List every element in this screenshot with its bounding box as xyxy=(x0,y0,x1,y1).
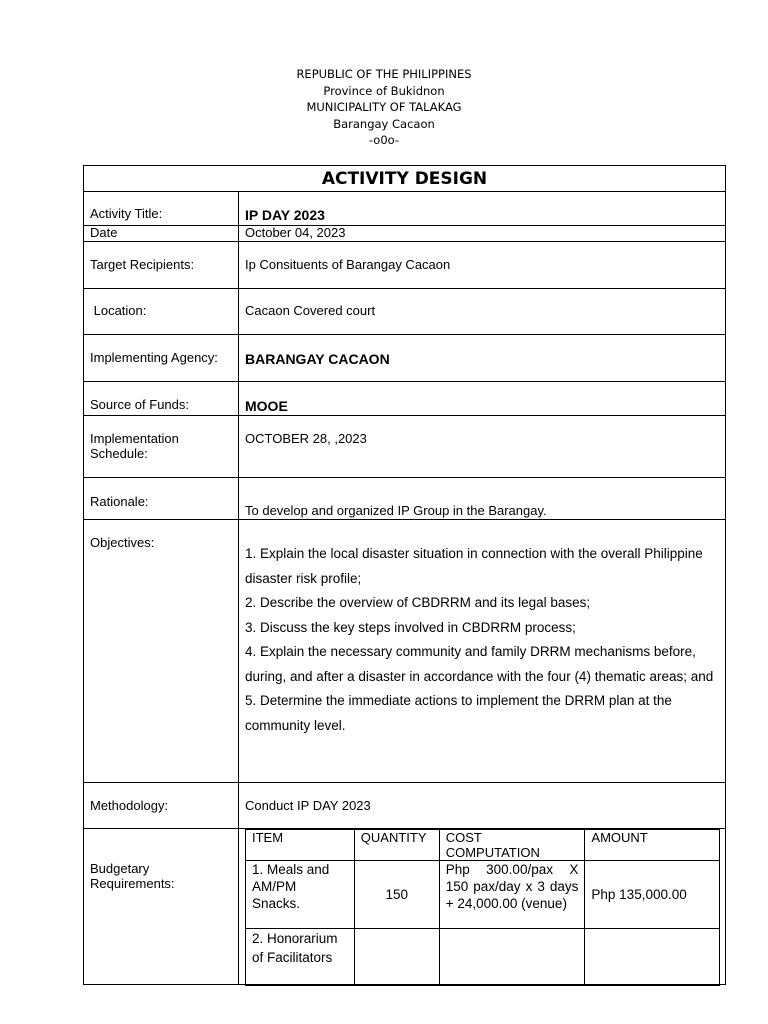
budgetary-label-line1: Budgetary xyxy=(90,861,150,876)
budget-header-cost: COST COMPUTATION xyxy=(439,830,585,861)
date-value: October 04, 2023 xyxy=(245,225,346,240)
implementation-schedule-label xyxy=(90,431,179,461)
implementation-schedule-label-line2: Schedule: xyxy=(90,446,148,461)
header-barangay: Barangay Cacaon xyxy=(333,116,435,131)
header-province: Province of Bukidnon xyxy=(323,83,445,98)
row-divider xyxy=(84,782,725,783)
location-label: Location: xyxy=(90,303,147,318)
budget-table xyxy=(245,829,720,986)
location-value: Cacaon Covered court xyxy=(245,303,376,318)
rationale-label: Rationale: xyxy=(90,494,149,509)
row-divider xyxy=(84,519,725,520)
document-header xyxy=(0,66,768,149)
activity-title-label: Activity Title: xyxy=(90,206,163,221)
implementing-agency-value: BARANGAY CACAON xyxy=(245,351,390,367)
budget-cost-meals: Php 300.00/pax X 150 pax/day x 3 days + 24,000.00 (venue) xyxy=(439,861,585,929)
methodology-value: Conduct IP DAY 2023 xyxy=(245,798,371,813)
objective-item: 3. Discuss the key steps involved in CBDRRM process; xyxy=(245,619,576,635)
header-republic: REPUBLIC OF THE PHILIPPINES xyxy=(296,67,472,81)
date-label: Date xyxy=(90,225,118,240)
objective-item: 5. Determine the immediate actions to implement the DRRM plan at the community level. xyxy=(245,693,672,733)
source-of-funds-label: Source of Funds: xyxy=(90,397,189,412)
row-divider xyxy=(84,225,725,226)
header-municipality: MUNICIPALITY OF TALAKAG xyxy=(306,100,462,114)
objectives-list xyxy=(245,542,720,738)
budget-cost-honorarium xyxy=(439,929,585,986)
target-recipients-label: Target Recipients: xyxy=(90,257,195,272)
methodology-label: Methodology: xyxy=(90,798,169,813)
activity-title-value: IP DAY 2023 xyxy=(245,207,325,223)
budget-header-row xyxy=(246,830,720,861)
budget-amount-honorarium xyxy=(585,929,720,986)
header-separator: -o0o- xyxy=(368,133,400,147)
row-divider xyxy=(84,334,725,335)
row-divider xyxy=(84,288,725,289)
objective-item: 2. Describe the overview of CBDRRM and its legal bases; xyxy=(245,595,591,610)
row-divider xyxy=(84,415,725,416)
budget-header-amount: AMOUNT xyxy=(585,830,720,861)
budget-header-quantity: QUANTITY xyxy=(354,830,439,861)
source-of-funds-value: MOOE xyxy=(245,398,288,414)
implementing-agency-label: Implementing Agency: xyxy=(90,350,218,365)
target-recipients-value: Ip Consituents of Barangay Cacaon xyxy=(245,257,451,272)
row-divider xyxy=(84,241,725,242)
budget-quantity-meals: 150 xyxy=(354,861,439,929)
activity-design-table xyxy=(83,165,726,985)
budget-quantity-honorarium xyxy=(354,929,439,986)
budget-row xyxy=(246,861,720,929)
budget-item-meals: 1. Meals and AM/PM Snacks. xyxy=(246,861,355,929)
budget-item-honorarium: 2. Honorarium of Facilitators xyxy=(246,929,355,986)
objectives-label: Objectives: xyxy=(90,535,155,550)
budgetary-label-line2: Requirements: xyxy=(90,876,175,891)
budgetary-requirements-label xyxy=(90,861,175,891)
implementation-schedule-value: OCTOBER 28, ,2023 xyxy=(245,431,367,446)
objective-item: 4. Explain the necessary community and family DRRM mechanisms before, during, and after a disaster in accordance with the four (4) thematic areas; and xyxy=(245,644,714,684)
rationale-value: To develop and organized IP Group in the Barangay. xyxy=(245,503,547,518)
budget-header-item: ITEM xyxy=(246,830,355,861)
budget-amount-meals: Php 135,000.00 xyxy=(585,861,720,929)
row-divider xyxy=(84,477,725,478)
implementation-schedule-label-line1: Implementation xyxy=(90,431,179,446)
document-title: ACTIVITY DESIGN xyxy=(84,166,725,192)
column-divider xyxy=(238,191,239,985)
budget-row xyxy=(246,929,720,986)
objective-item: 1. Explain the local disaster situation in connection with the overall Philippine disaster risk profile; xyxy=(245,546,703,586)
row-divider xyxy=(84,381,725,382)
